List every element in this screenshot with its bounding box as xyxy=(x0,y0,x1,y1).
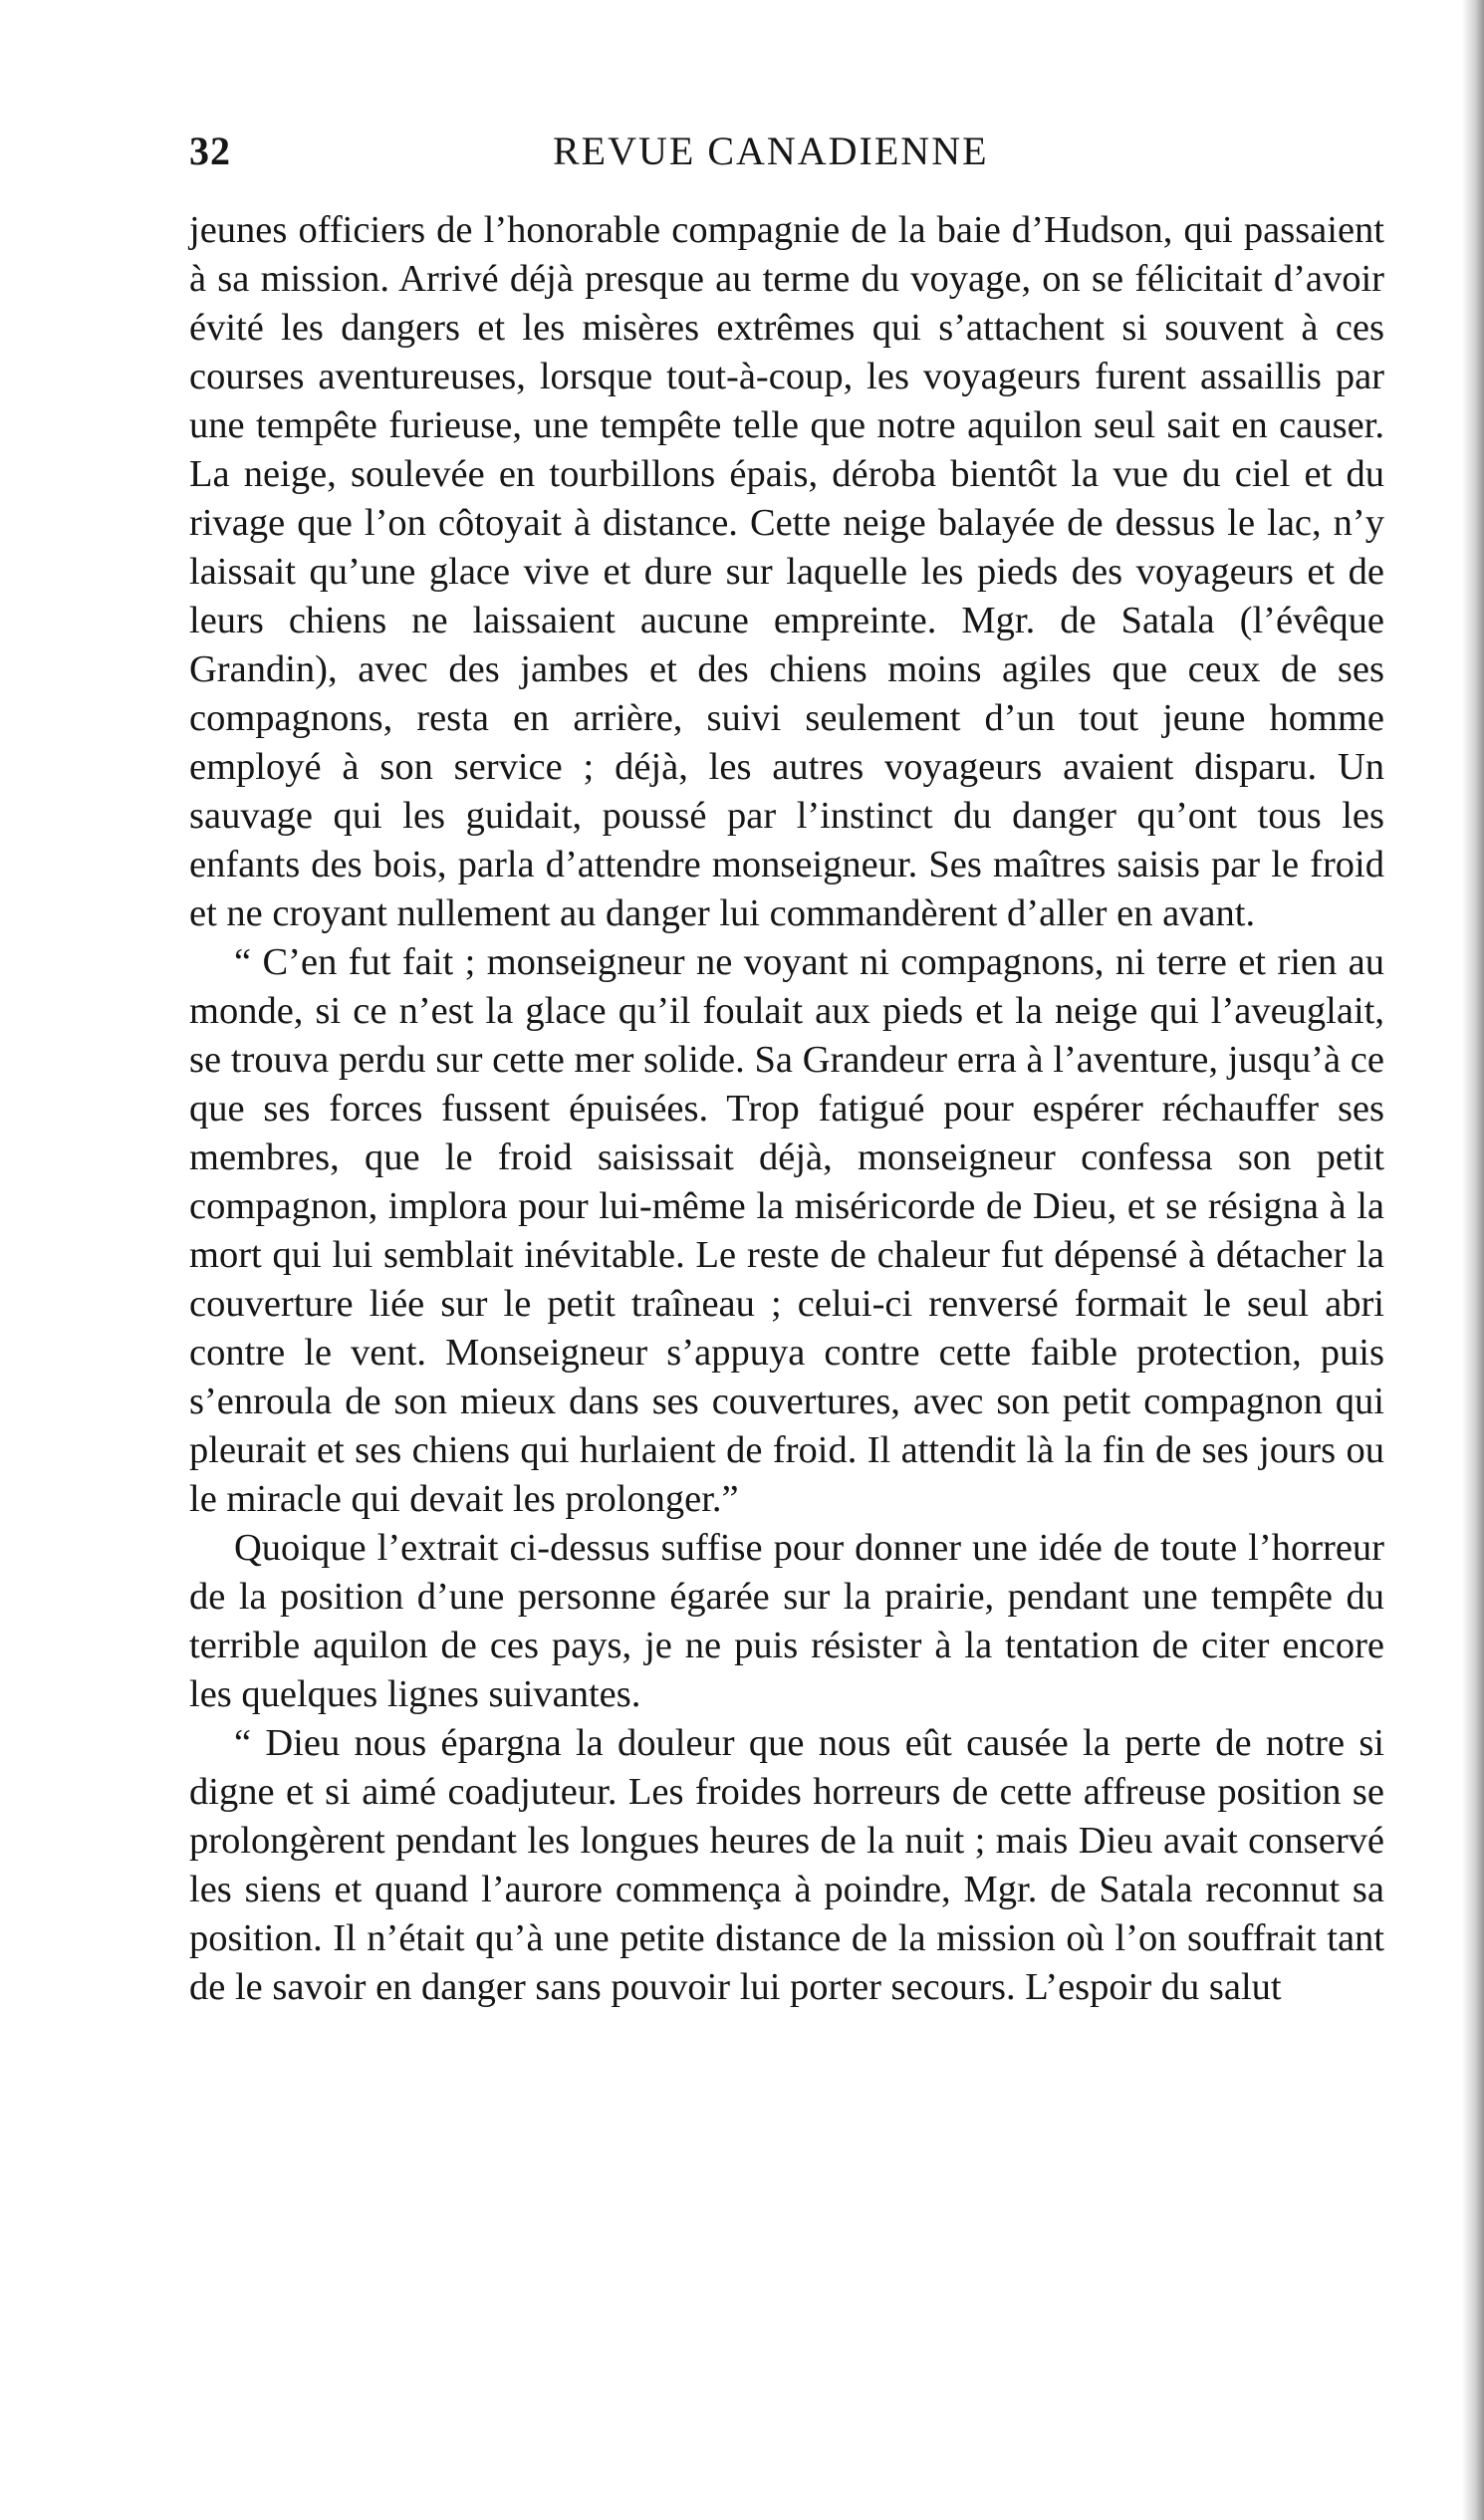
page-edge-shadow xyxy=(1462,0,1484,2520)
running-head xyxy=(189,127,1384,187)
journal-title: REVUE CANADIENNE xyxy=(553,128,989,173)
paragraph-quote-1: “ C’en fut fait ; monseigneur ne voyant ni compagnons, ni terre et rien au monde, si ce n’est la glace qu’il foulait aux pieds et la neige qui l’aveuglait, se trouva perdu sur cette mer solide. Sa Grandeur erra à l’aventure, jusqu’à ce que ses forces fussent épuisées. Trop fatigué pour espérer réchauffer ses membres, que le froid saisissait déjà, monseigneur confessa son petit compagnon, implora pour lui-même la miséricorde de Dieu, et se résigna à la mort qui lui semblait inévitable. Le reste de chaleur fut dépensé à détacher la couverture liée sur le petit traîneau ; celui-ci renversé formait le seul abri contre le vent. Monseigneur s’appuya contre cette faible protection, puis s’enroula de son mieux dans ses couvertures, avec son petit compagnon qui pleurait et ses chiens qui hurlaient de froid. Il attendit là la fin de ses jours ou le miracle qui devait les prolonger.” xyxy=(189,941,1384,1520)
body-text xyxy=(189,206,1384,2012)
paragraph-continued: jeunes officiers de l’honorable compagnie de la baie d’Hudson, qui passaient à sa mission. Arrivé déjà presque au terme du voyage, on se félicitait d’avoir évité les dangers et les misères extrêmes qui s’attachent si souvent à ces courses aventureuses, lorsque tout-à-coup, les voyageurs furent assaillis par une tempête furieuse, une tempête telle que notre aquilon seul sait en causer. La neige, soulevée en tourbillons épais, déroba bientôt la vue du ciel et du rivage que l’on côtoyait à distance. Cette neige balayée de dessus le lac, n’y laissait qu’une glace vive et dure sur laquelle les pieds des voyageurs et de leurs chiens ne laissaient aucune empreinte. Mgr. de Satala (l’évêque Grandin), avec des jambes et des chiens moins agiles que ceux de ses compagnons, resta en arrière, suivi seulement d’un tout jeune homme employé à son service ; déjà, les autres voyageurs avaient disparu. Un sauvage qui les guidait, poussé par l’instinct du danger qu’ont tous les enfants des bois, parla d’attendre monseigneur. Ses maîtres saisis par le froid et ne croyant nullement au danger lui commandèrent d’aller en avant. xyxy=(189,209,1384,934)
paragraph-commentary: Quoique l’extrait ci-dessus suffise pour donner une idée de toute l’horreur de la position d’une personne égarée sur la prairie, pendant une tempête du terrible aquilon de ces pays, je ne puis résister à la tentation de citer encore les quelques lignes suivantes. xyxy=(189,1527,1384,1715)
page-number: 32 xyxy=(189,128,231,173)
paragraph-quote-2: “ Dieu nous épargna la douleur que nous eût causée la perte de notre si digne et si aimé coadjuteur. Les froides horreurs de cette affreuse position se prolongèrent pendant les longues heures de la nuit ; mais Dieu avait conservé les siens et quand l’aurore commença à poindre, Mgr. de Satala reconnut sa position. Il n’était qu’à une petite distance de la mission où l’on souffrait tant de le savoir en danger sans pouvoir lui porter secours. L’espoir du salut xyxy=(189,1722,1384,2008)
